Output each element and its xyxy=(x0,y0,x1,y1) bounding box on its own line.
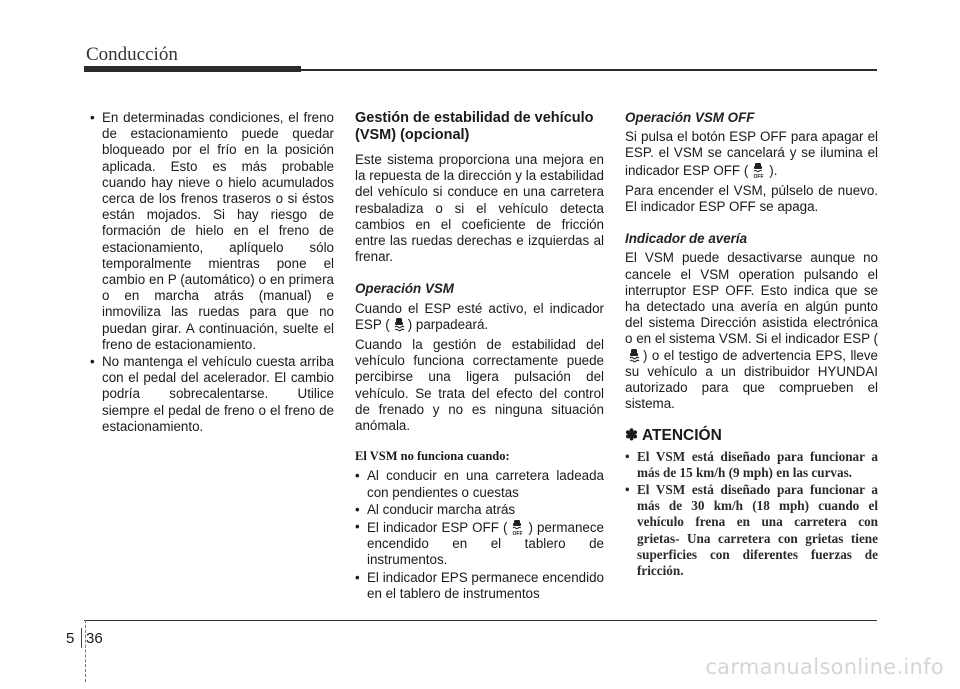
list-item: • El VSM está diseñado para funcionar a más de 15 km/h (9 mph) en las curvas. xyxy=(625,449,878,481)
subheading-vsm-operation: Operación VSM xyxy=(355,281,454,297)
vsm-operation-paragraph-2: Cuando la gestión de estabilidad del vehículo funciona correctamente puede percibirse una ligera pulsación del vehículo. Se trata del efecto del control de frenado y no es ninguna situación anómala. xyxy=(355,337,604,434)
subheading-vsm-off: Operación VSM OFF xyxy=(625,110,755,125)
vsm-operation-paragraph xyxy=(355,301,604,333)
attention-list xyxy=(625,449,878,580)
page-number-divider xyxy=(81,628,82,648)
esp-skidding-car-icon xyxy=(393,317,405,332)
esp-off-label: OFF xyxy=(512,531,523,537)
list-item xyxy=(355,519,604,569)
list-item: • El VSM está diseñado para funcionar a más de 30 km/h (18 mph) cuando el vehículo frena en una carretera con grietas- Una carretera con grietas tiene superficies con diferentes fuerzas de fricción. xyxy=(625,482,878,579)
subheading-fault-indicator: Indicador de avería xyxy=(625,231,748,247)
footer-rule xyxy=(84,620,877,621)
vsm-intro-paragraph: Este sistema proporciona una mejora en la repuesta de la dirección y la estabilidad del vehículo si conduce en una carretera resbaladiza o si el vehículo detecta cambios en el coeficiente de fricción entre las ruedas derechas e izquierdas al frenar. xyxy=(355,152,604,265)
text-fragment: ) permanece encendido en el tablero de instrumentos. xyxy=(367,520,604,568)
bullet-list xyxy=(90,110,334,435)
vsm-off-paragraph-2: Para encender el VSM, púlselo de nuevo. El indicador ESP OFF se apaga. xyxy=(625,182,878,215)
attention-title: ATENCIÓN xyxy=(642,427,722,445)
vsm-off-paragraph xyxy=(625,129,878,179)
attention-heading xyxy=(625,428,878,444)
watermark: carmanualsonline.info xyxy=(705,655,944,679)
header-rule-thick xyxy=(84,66,301,72)
text-fragment: Cuando el ESP esté activo, el indicador ESP ( xyxy=(355,300,604,332)
esp-off-icon xyxy=(510,519,525,536)
section-heading-vsm: Gestión de estabilidad de vehículo (VSM) (opcional) xyxy=(355,110,594,143)
list-item: • No mantenga el vehículo cuesta arriba con el pedal del acelerador. El cambio podría sobrecalentarse. Utilice siempre el pedal de freno o el freno de estacionamiento. xyxy=(90,354,334,435)
page-header-title: Conducción xyxy=(86,44,178,65)
list-item: • Al conducir en una carretera ladeada con pendientes o cuestas xyxy=(355,468,604,500)
list-item: • Al conducir marcha atrás xyxy=(355,502,604,518)
esp-skidding-car-icon xyxy=(628,348,640,363)
column-middle xyxy=(355,110,604,603)
text-fragment: ) parpadeará. xyxy=(407,316,489,332)
subheading-vsm-not-working: El VSM no funciona cuando: xyxy=(355,449,510,464)
text-fragment: ). xyxy=(769,162,778,178)
text-fragment: El VSM puede desactivarse aunque no cancele el VSM operation pulsando el interruptor ESP OFF. Esto indica que se ha detectado una avería en algún punto del sistema Dirección asistida electrónica o en el sistema VSM. Si el indicador ESP ( xyxy=(625,250,878,347)
text-fragment: ) o el testigo de advertencia EPS, lleve su vehículo a un distribuidor HYUNDAI autorizado para que comprueben el sistema. xyxy=(625,347,878,412)
chapter-number: 5 xyxy=(66,630,75,647)
header-rule-thin xyxy=(301,69,877,71)
page-number: 36 xyxy=(86,630,103,647)
column-right xyxy=(625,110,878,580)
list-item: • El indicador EPS permanece encendido en el tablero de instrumentos xyxy=(355,570,604,602)
not-working-list xyxy=(355,468,604,602)
esp-off-icon xyxy=(751,162,766,179)
fault-indicator-paragraph xyxy=(625,250,878,412)
list-item: • En determinadas condiciones, el freno de estacionamiento puede quedar bloqueado por el frío en la posición aplicada. Esto es más probable cuando hay nieve o hielo acumulados cerca de los frenos traseros o si éstos están mojados. Si hay riesgo de formación de hielo en el freno de estacionamiento, aplíquelo sólo temporalmente mientras pone el cambio en P (automático) o en primera o en marcha atrás (manual) e inmoviliza las ruedas para que no puedan girar. A continuación, suelte el freno de estacionamiento. xyxy=(90,110,334,353)
attention-star-icon: ✽ xyxy=(625,427,638,445)
esp-off-label: OFF xyxy=(753,173,764,179)
text-fragment: Si pulsa el botón ESP OFF para apagar el ESP. el VSM se cancelará y se ilumina el indicador ESP OFF ( xyxy=(625,129,878,178)
text-fragment: El indicador ESP OFF ( xyxy=(367,520,508,536)
column-left xyxy=(90,110,334,436)
